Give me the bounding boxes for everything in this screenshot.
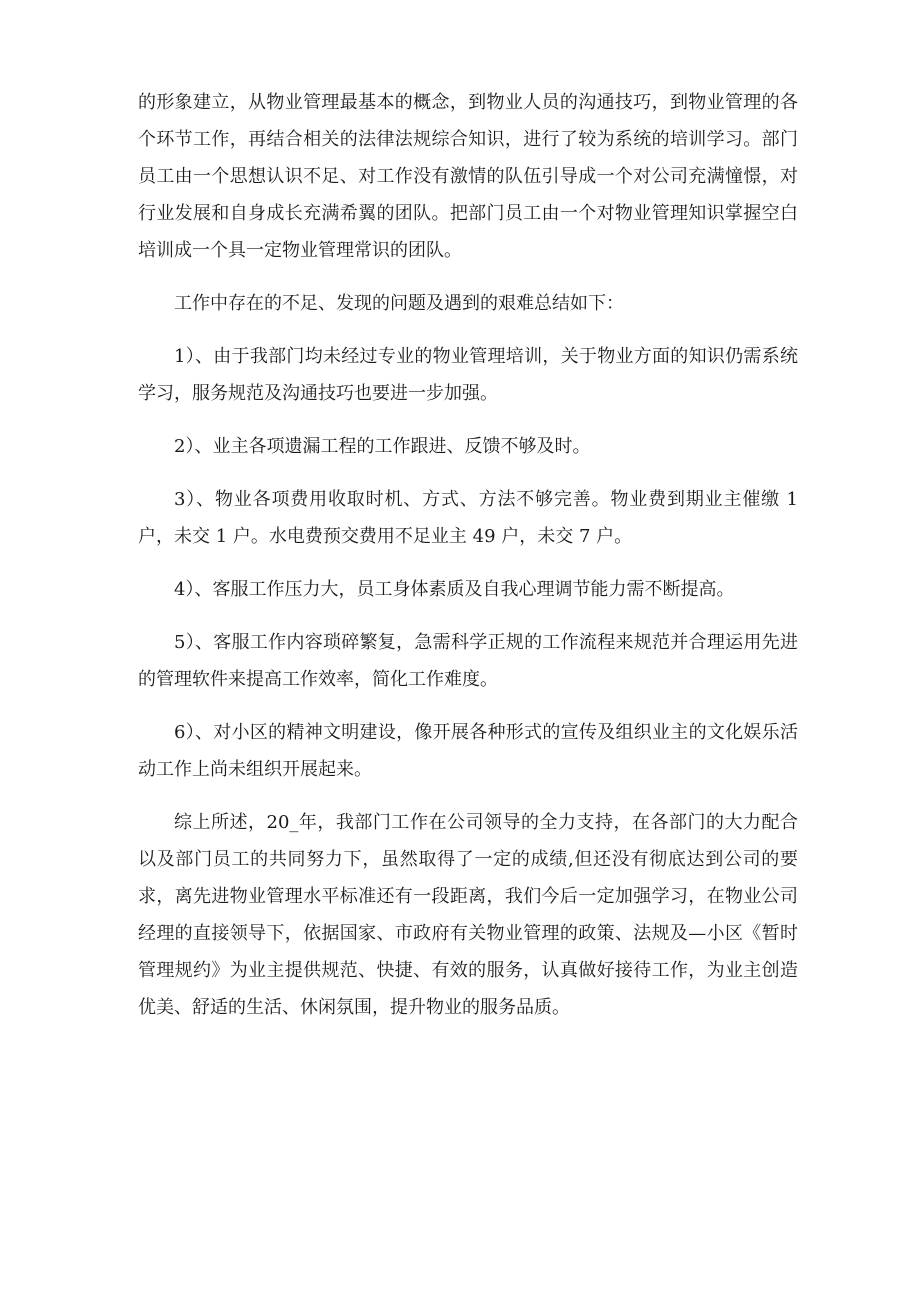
paragraph-item-1: 1）、由于我部门均未经过专业的物业管理培训，关于物业方面的知识仍需系统学习，服务规范及沟通技巧也要进一步加强。 xyxy=(138,346,798,404)
paragraph-item-2: 2）、业主各项遗漏工程的工作跟进、反馈不够及时。 xyxy=(174,436,591,457)
paragraph-item-3: 3）、物业各项费用收取时机、方式、方法不够完善。物业费到期业主催缴 1 户，未交 1 户。水电费预交费用不足业主 49 户，未交 7 户。 xyxy=(138,489,798,547)
paragraph-shortcomings-intro: 工作中存在的不足、发现的问题及遇到的艰难总结如下： xyxy=(174,293,624,314)
paragraph-item-4: 4）、客服工作压力大，员工身体素质及自我心理调节能力需不断提高。 xyxy=(174,579,735,600)
paragraph-conclusion: 综上所述，20_年，我部门工作在公司领导的全力支持，在各部门的大力配合以及部门员工的共同努力下，虽然取得了一定的成绩,但还没有彻底达到公司的要求，离先进物业管理水平标准还有一段距离，我们今后一定加强学习，在物业公司经理的直接领导下，依据国家、市政府有关物业管理的政策、法规及—小区《暂时管理规约》为业主提供规范、快捷、有效的服务，认真做好接待工作，为业主创造优美、舒适的生活、休闲氛围，提升物业的服务品质。 xyxy=(138,812,798,1018)
paragraph-item-5: 5）、客服工作内容琐碎繁复，急需科学正规的工作流程来规范并合理运用先进的管理软件来提高工作效率，简化工作难度。 xyxy=(138,632,798,690)
paragraph-training-summary: 的形象建立，从物业管理最基本的概念，到物业人员的沟通技巧，到物业管理的各个环节工作，再结合相关的法律法规综合知识，进行了较为系统的培训学习。部门员工由一个思想认识不足、对工作没有激情的队伍引导成一个对公司充满憧憬，对行业发展和自身成长充满希翼的团队。把部门员工由一个对物业管理知识掌握空白培训成一个具一定物业管理常识的团队。 xyxy=(138,92,798,261)
document-body xyxy=(138,84,798,1042)
paragraph-item-6: 6）、对小区的精神文明建设，像开展各种形式的宣传及组织业主的文化娱乐活动工作上尚未组织开展起来。 xyxy=(138,722,798,780)
